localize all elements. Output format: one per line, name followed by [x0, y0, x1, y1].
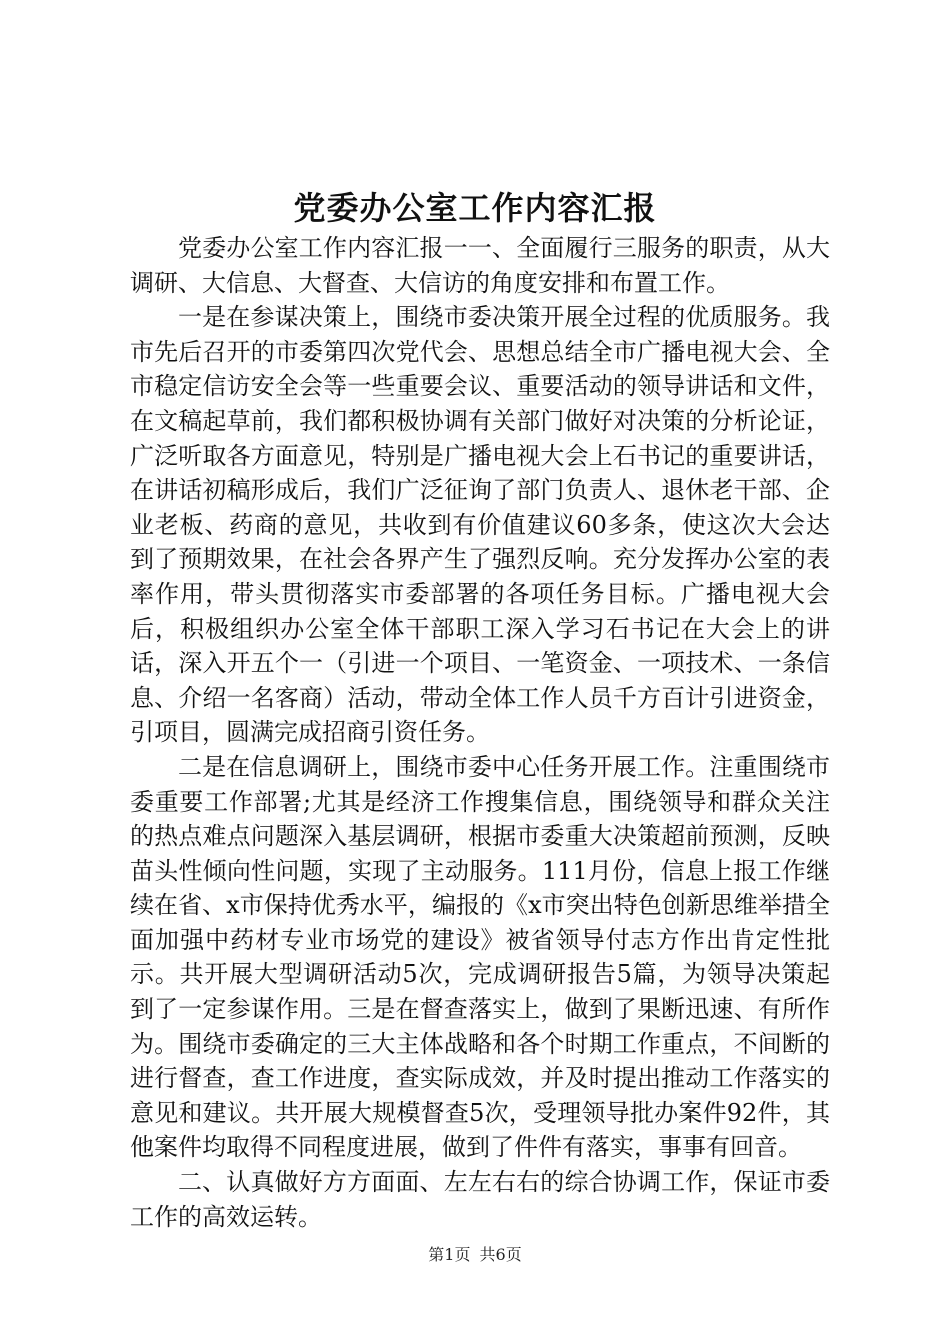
page-number: 第1页 — [428, 1245, 471, 1264]
paragraph-intro: 党委办公室工作内容汇报一一、全面履行三服务的职责，从大调研、大信息、大督查、大信访的角度安排和布置工作。 — [130, 234, 830, 297]
page-footer — [0, 1243, 950, 1267]
document-title: 党委办公室工作内容汇报 — [293, 189, 657, 227]
page-total: 共6页 — [479, 1245, 522, 1264]
document-body — [130, 231, 830, 1234]
paragraph-coordination: 二、认真做好方方面面、左左右右的综合协调工作，保证市委工作的高效运转。 — [130, 1168, 830, 1231]
paragraph-info-research: 二是在信息调研上，围绕市委中心任务开展工作。注重围绕市委重要工作部署;尤其是经济工作搜集信息，围绕领导和群众关注的热点难点问题深入基层调研，根据市委重大决策超前预测，反映苗头性倾向性问题，实现了主动服务。111月份，信息上报工作继续在省、x市保持优秀水平，编报的《x市突出特色创新思维举措全面加强中药材专业市场党的建设》被省领导付志方作出肯定性批示。共开展大型调研活动5次，完成调研报告5篇，为领导决策起到了一定参谋作用。三是在督查落实上，做到了果断迅速、有所作为。围绕市委确定的三大主体战略和各个时期工作重点，不间断的进行督查，查工作进度，查实际成效，并及时提出推动工作落实的意见和建议。共开展大规模督查5次，受理领导批办案件92件，其他案件均取得不同程度进展，做到了件件有落实，事事有回音。 — [130, 752, 830, 1162]
paragraph-decision-service: 一是在参谋决策上，围绕市委决策开展全过程的优质服务。我市先后召开的市委第四次党代会、思想总结全市广播电视大会、全市稳定信访安全会等一些重要会议、重要活动的领导讲话和文件，在文稿起草前，我们都积极协调有关部门做好对决策的分析论证，广泛听取各方面意见，特别是广播电视大会上石书记的重要讲话，在讲话初稿形成后，我们广泛征询了部门负责人、退休老干部、企业老板、药商的意见，共收到有价值建议60多条，使这次大会达到了预期效果，在社会各界产生了强烈反响。充分发挥办公室的表率作用，带头贯彻落实市委部署的各项任务目标。广播电视大会后，积极组织办公室全体干部职工深入学习石书记在大会上的讲话，深入开五个一（引进一个项目、一笔资金、一项技术、一条信息、介绍一名客商）活动，带动全体工作人员千方百计引进资金，引项目，圆满完成招商引资任务。 — [130, 303, 830, 747]
